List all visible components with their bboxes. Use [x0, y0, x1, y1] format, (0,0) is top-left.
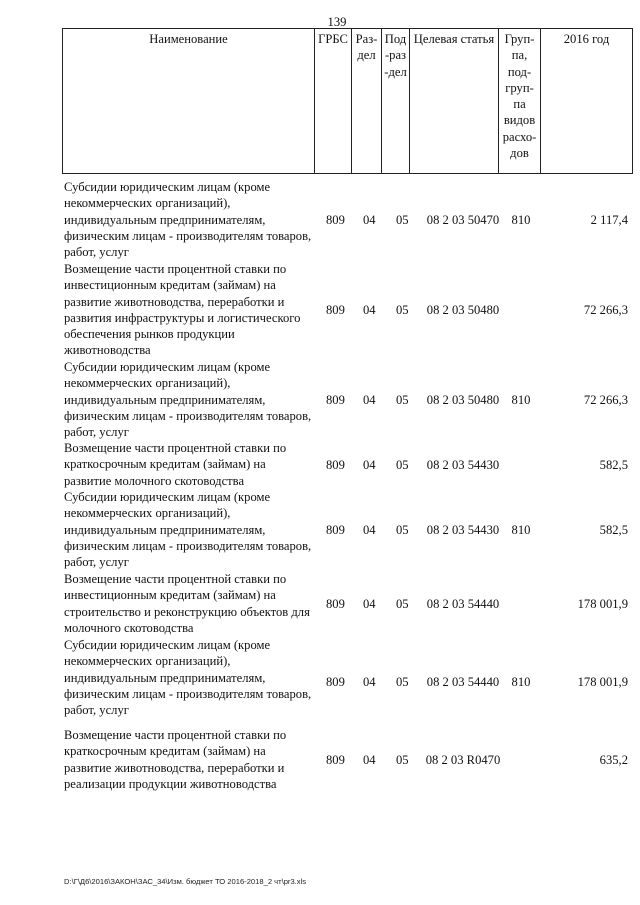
footer-file-path: D:\Г\Д6\2016\ЗАКОН\ЗАС_34\Изм. бюджет ТО 2016-2018_2 чт\pr3.xls — [64, 877, 307, 886]
header-year: 2016 год — [541, 29, 633, 174]
row-amount: 582,5 — [599, 457, 628, 472]
row-amount: 178 001,9 — [577, 674, 628, 689]
row-podrazdel: 05 — [396, 596, 409, 611]
table-row — [62, 571, 632, 637]
row-amount: 635,2 — [599, 752, 628, 767]
header-grbs: ГРБС — [315, 29, 352, 174]
row-amount: 2 117,4 — [590, 212, 628, 227]
row-target: 08 2 03 54430 — [426, 457, 500, 472]
header-target: Целевая статья — [410, 29, 499, 174]
row-name: Возмещение части процентной ставки по инвестиционным кредитам (займам) на строительство и реконструкцию объектов для молочного скотоводства — [64, 572, 310, 635]
table-row — [62, 637, 632, 727]
row-podrazdel: 05 — [396, 302, 409, 317]
row-name: Возмещение части процентной ставки по краткосрочным кредитам (займам) на развитие животноводства, переработки и реализации продукции животноводства — [64, 728, 287, 791]
row-podrazdel: 05 — [396, 392, 409, 407]
row-grbs: 809 — [326, 302, 345, 317]
row-razdel: 04 — [363, 392, 376, 407]
header-vid: Груп-па, под-груп-па видов расхо-дов — [499, 29, 541, 174]
row-name: Возмещение части процентной ставки по инвестиционным кредитам (займам) на развитие животноводства, переработки и развития инфраструктуры и логистического обеспечения рынков продукции животноводства — [64, 262, 301, 358]
row-grbs: 809 — [326, 392, 345, 407]
row-target: 08 2 03 54430 — [426, 522, 500, 537]
row-amount: 582,5 — [599, 522, 628, 537]
row-target: 08 2 03 54440 — [426, 596, 500, 611]
row-target: 08 2 03 R0470 — [425, 752, 501, 767]
row-grbs: 809 — [326, 212, 345, 227]
header-name: Наименование — [63, 29, 315, 174]
table-row — [62, 359, 632, 440]
row-grbs: 809 — [326, 457, 345, 472]
row-amount: 72 266,3 — [583, 302, 628, 317]
page-number: 139 — [327, 15, 347, 29]
row-grbs: 809 — [326, 752, 345, 767]
row-razdel: 04 — [363, 752, 376, 767]
table-row — [62, 179, 632, 261]
row-target: 08 2 03 54440 — [426, 674, 500, 689]
row-vid: 810 — [511, 522, 531, 537]
row-target: 08 2 03 50480 — [426, 392, 500, 407]
header-razdel: Раз-дел — [352, 29, 382, 174]
row-razdel: 04 — [363, 596, 376, 611]
row-name: Субсидии юридическим лицам (кроме некоммерческих организаций), индивидуальным предпринимателям, физическим лицам - производителям товаров, работ, услуг — [64, 360, 312, 440]
row-razdel: 04 — [363, 457, 376, 472]
table-body — [62, 179, 632, 793]
row-razdel: 04 — [363, 302, 376, 317]
row-grbs: 809 — [326, 674, 345, 689]
row-razdel: 04 — [363, 674, 376, 689]
row-vid: 810 — [511, 674, 531, 689]
row-amount: 178 001,9 — [577, 596, 628, 611]
row-amount: 72 266,3 — [583, 392, 628, 407]
row-vid: 810 — [511, 212, 531, 227]
row-podrazdel: 05 — [396, 752, 409, 767]
table-header — [62, 28, 633, 174]
row-vid: 810 — [511, 392, 531, 407]
row-grbs: 809 — [326, 596, 345, 611]
row-podrazdel: 05 — [396, 457, 409, 472]
row-razdel: 04 — [363, 522, 376, 537]
row-name: Субсидии юридическим лицам (кроме некоммерческих организаций), индивидуальным предпринимателям, физическим лицам - производителям товаров, работ, услуг — [64, 490, 312, 570]
row-name: Субсидии юридическим лицам (кроме некоммерческих организаций), индивидуальным предпринимателям, физическим лицам - производителям товаров, работ, услуг — [64, 180, 312, 260]
row-target: 08 2 03 50480 — [426, 302, 500, 317]
row-podrazdel: 05 — [396, 212, 409, 227]
row-name: Субсидии юридическим лицам (кроме некоммерческих организаций), индивидуальным предпринимателям, физическим лицам - производителям товаров, работ, услуг — [64, 638, 312, 718]
table-row — [62, 440, 632, 489]
row-podrazdel: 05 — [396, 674, 409, 689]
row-podrazdel: 05 — [396, 522, 409, 537]
row-name: Возмещение части процентной ставки по краткосрочным кредитам (займам) на развитие молочного скотоводства — [64, 441, 287, 488]
table-row — [62, 489, 632, 571]
table-row — [62, 261, 632, 359]
header-podrazdel: Под-раз-дел — [382, 29, 410, 174]
row-razdel: 04 — [363, 212, 376, 227]
table-row — [62, 727, 632, 793]
row-grbs: 809 — [326, 522, 345, 537]
row-target: 08 2 03 50470 — [426, 212, 500, 227]
